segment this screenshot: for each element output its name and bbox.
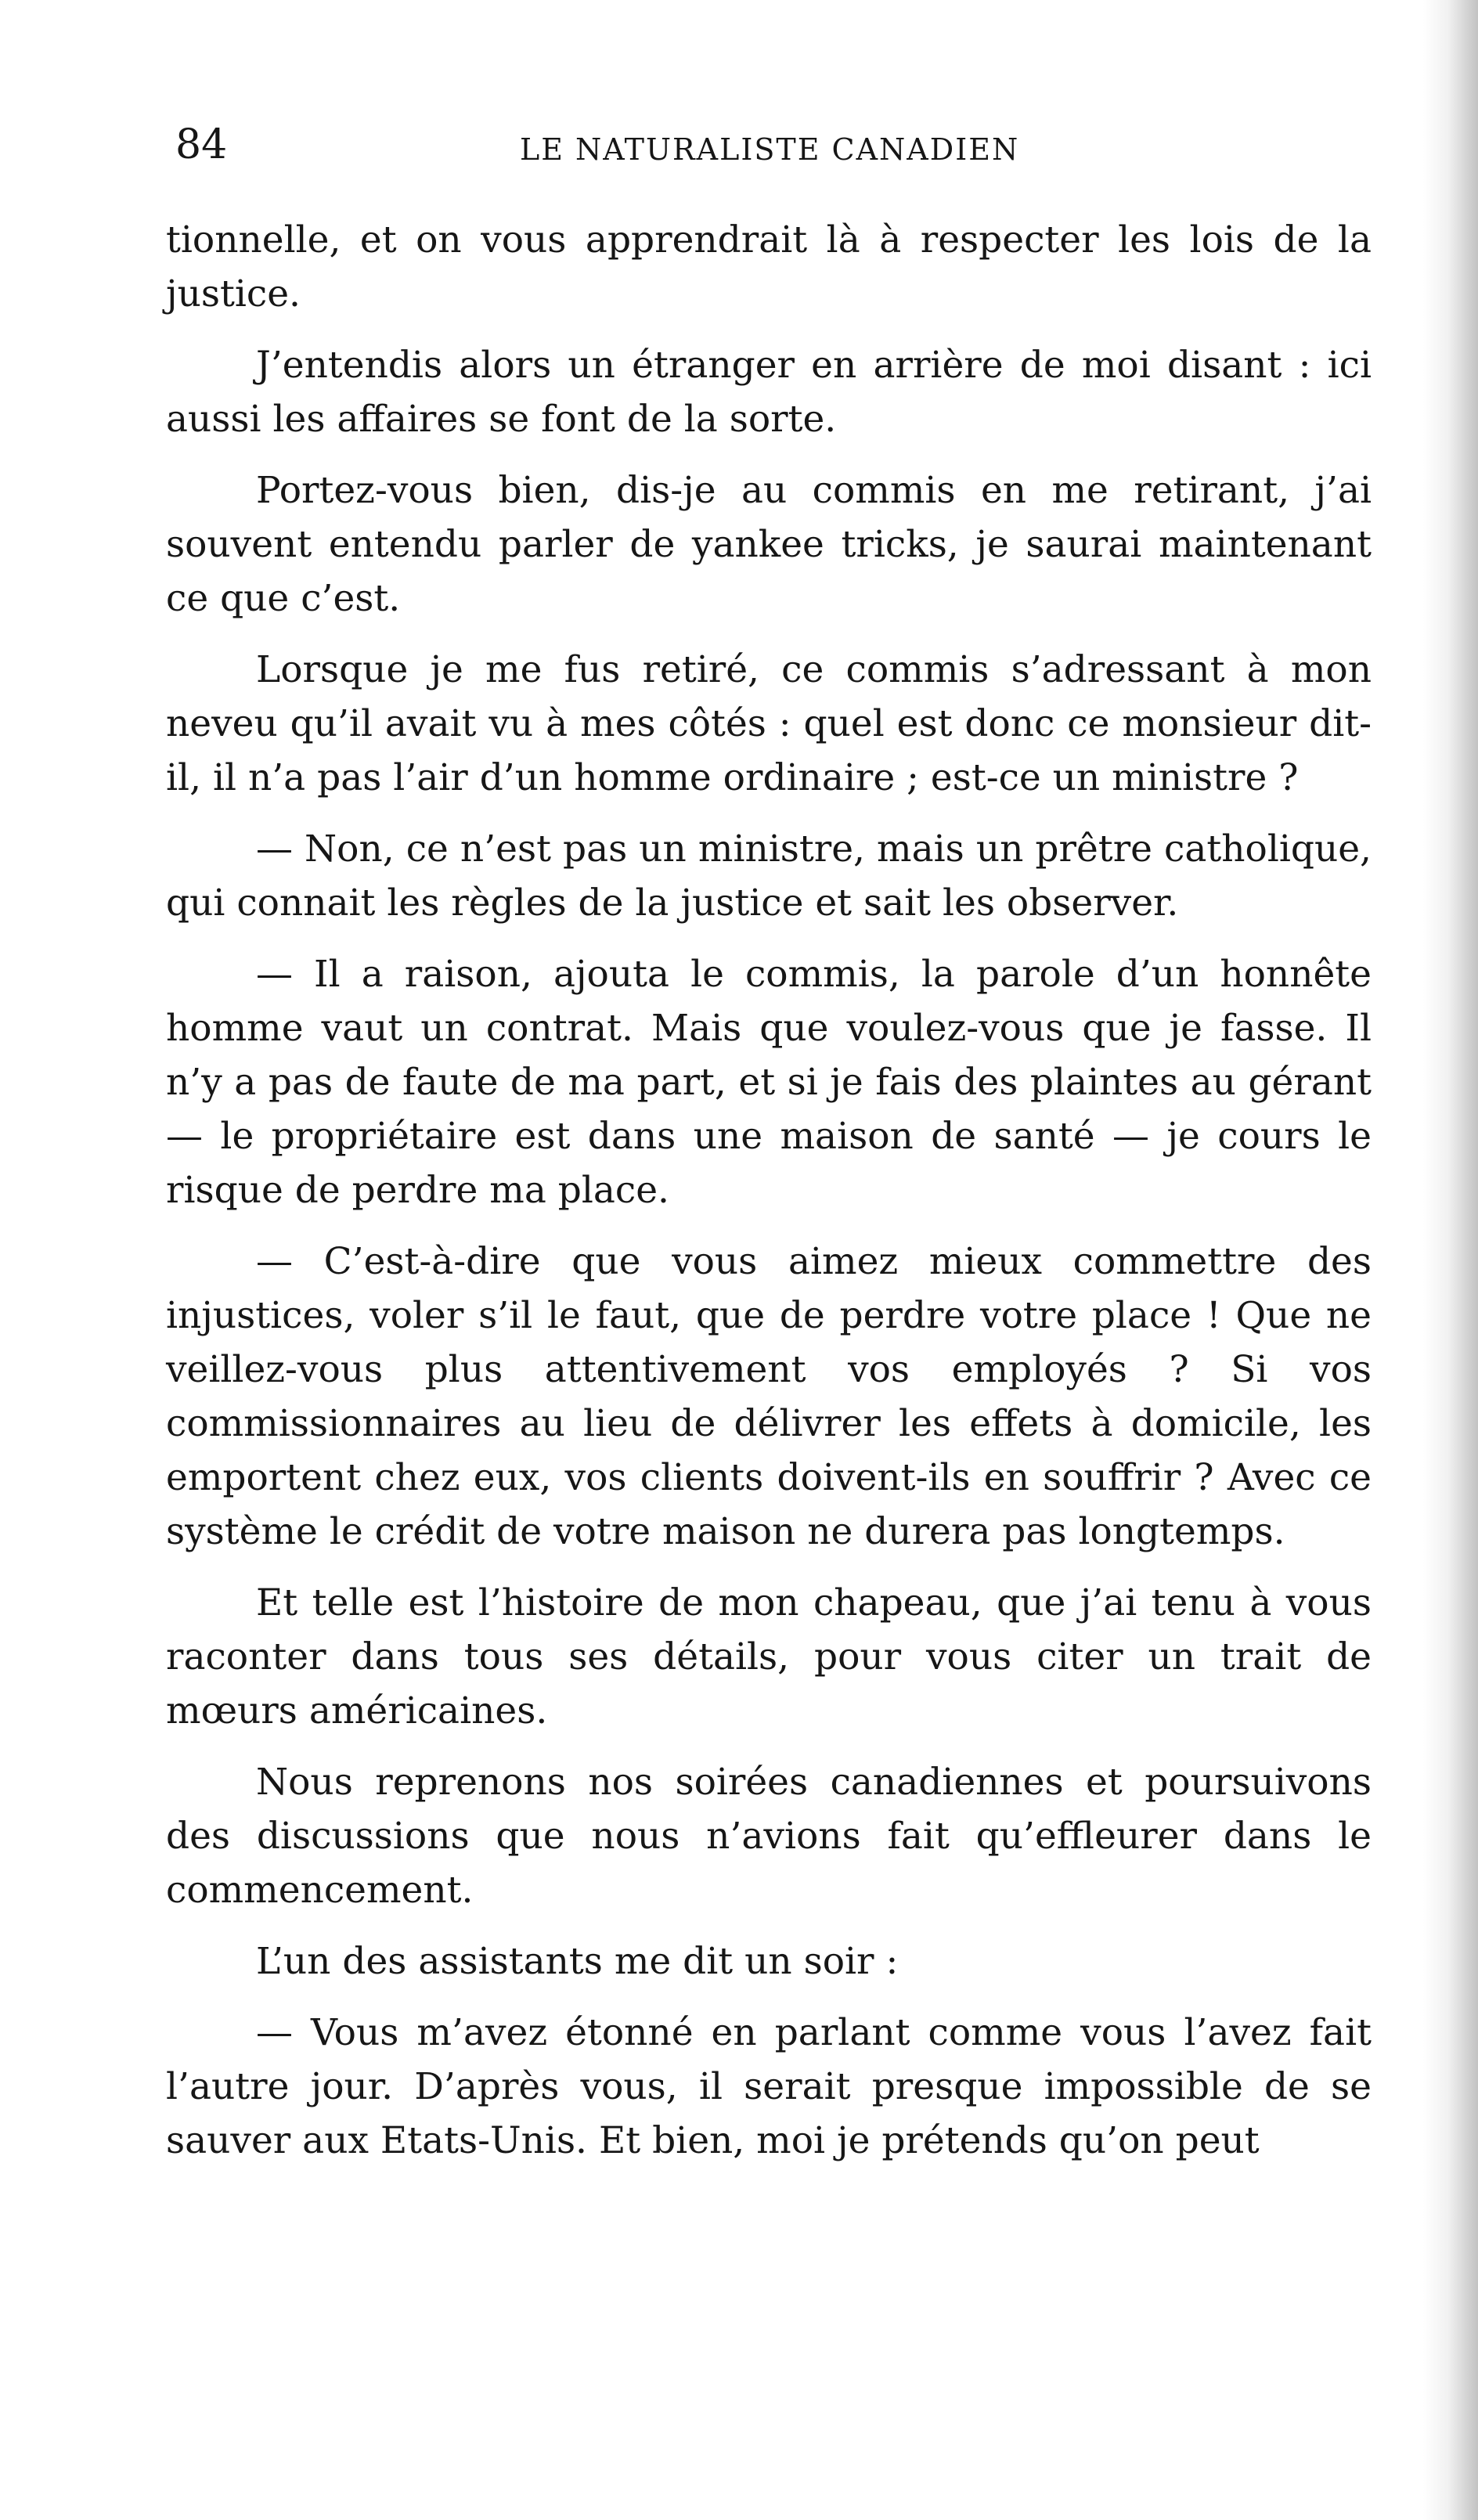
page-number: 84 [175, 121, 228, 168]
page-header [175, 117, 1381, 172]
paragraph: — Il a raison, ajouta le commis, la parole d’un honnête homme vaut un contrat. Mais que voulez-vous que je fasse. Il n’y a pas de faute de ma part, et si je fais des plaintes au gérant — le propriétaire est dans une maison de santé — je cours le risque de perdre ma place. [166, 953, 1372, 1212]
paragraph: Lorsque je me fus retiré, ce commis s’adressant à mon neveu qu’il avait vu à mes côtés : quel est donc ce monsieur dit-il, il n’a pas l’air d’un homme ordinaire ; est-ce un ministre ? [166, 648, 1372, 799]
paragraph: Nous reprenons nos soirées canadiennes et poursuivons des discussions que nous n’avions fait qu’effleurer dans le commencement. [166, 1761, 1372, 1912]
paragraph: — Non, ce n’est pas un ministre, mais un prêtre catholique, qui connait les règles de la justice et sait les observer. [166, 827, 1372, 925]
paragraph: tionnelle, et on vous apprendrait là à respecter les lois de la justice. [166, 218, 1372, 315]
paragraph: — Vous m’avez étonné en parlant comme vous l’avez fait l’autre jour. D’après vous, il serait presque impossible de se sauver aux Etats-Unis. Et bien, moi je prétends qu’on peut [166, 2011, 1372, 2162]
running-title: LE NATURALISTE CANADIEN [520, 132, 1020, 167]
paragraph: — C’est-à-dire que vous aimez mieux commettre des injustices, voler s’il le faut, que de perdre votre place ! Que ne veillez-vous plus attentivement vos employés ? Si vos commissionnaires au lieu de délivrer les effets à domicile, les emportent chez eux, vos clients doivent-ils en souffrir ? Avec ce système le crédit de votre maison ne durera pas longtemps. [166, 1240, 1372, 1553]
body-text [166, 213, 1372, 2168]
page-edge-shadow [1423, 0, 1478, 2520]
paragraph: J’entendis alors un étranger en arrière de moi disant : ici aussi les affaires se font de la sorte. [166, 344, 1372, 441]
paragraph: L’un des assistants me dit un soir : [256, 1940, 899, 1983]
paragraph: Et telle est l’histoire de mon chapeau, que j’ai tenu à vous raconter dans tous ses détails, pour vous citer un trait de mœurs américaines. [166, 1581, 1372, 1732]
paragraph: Portez-vous bien, dis-je au commis en me retirant, j’ai souvent entendu parler de yankee tricks, je saurai maintenant ce que c’est. [166, 469, 1372, 620]
